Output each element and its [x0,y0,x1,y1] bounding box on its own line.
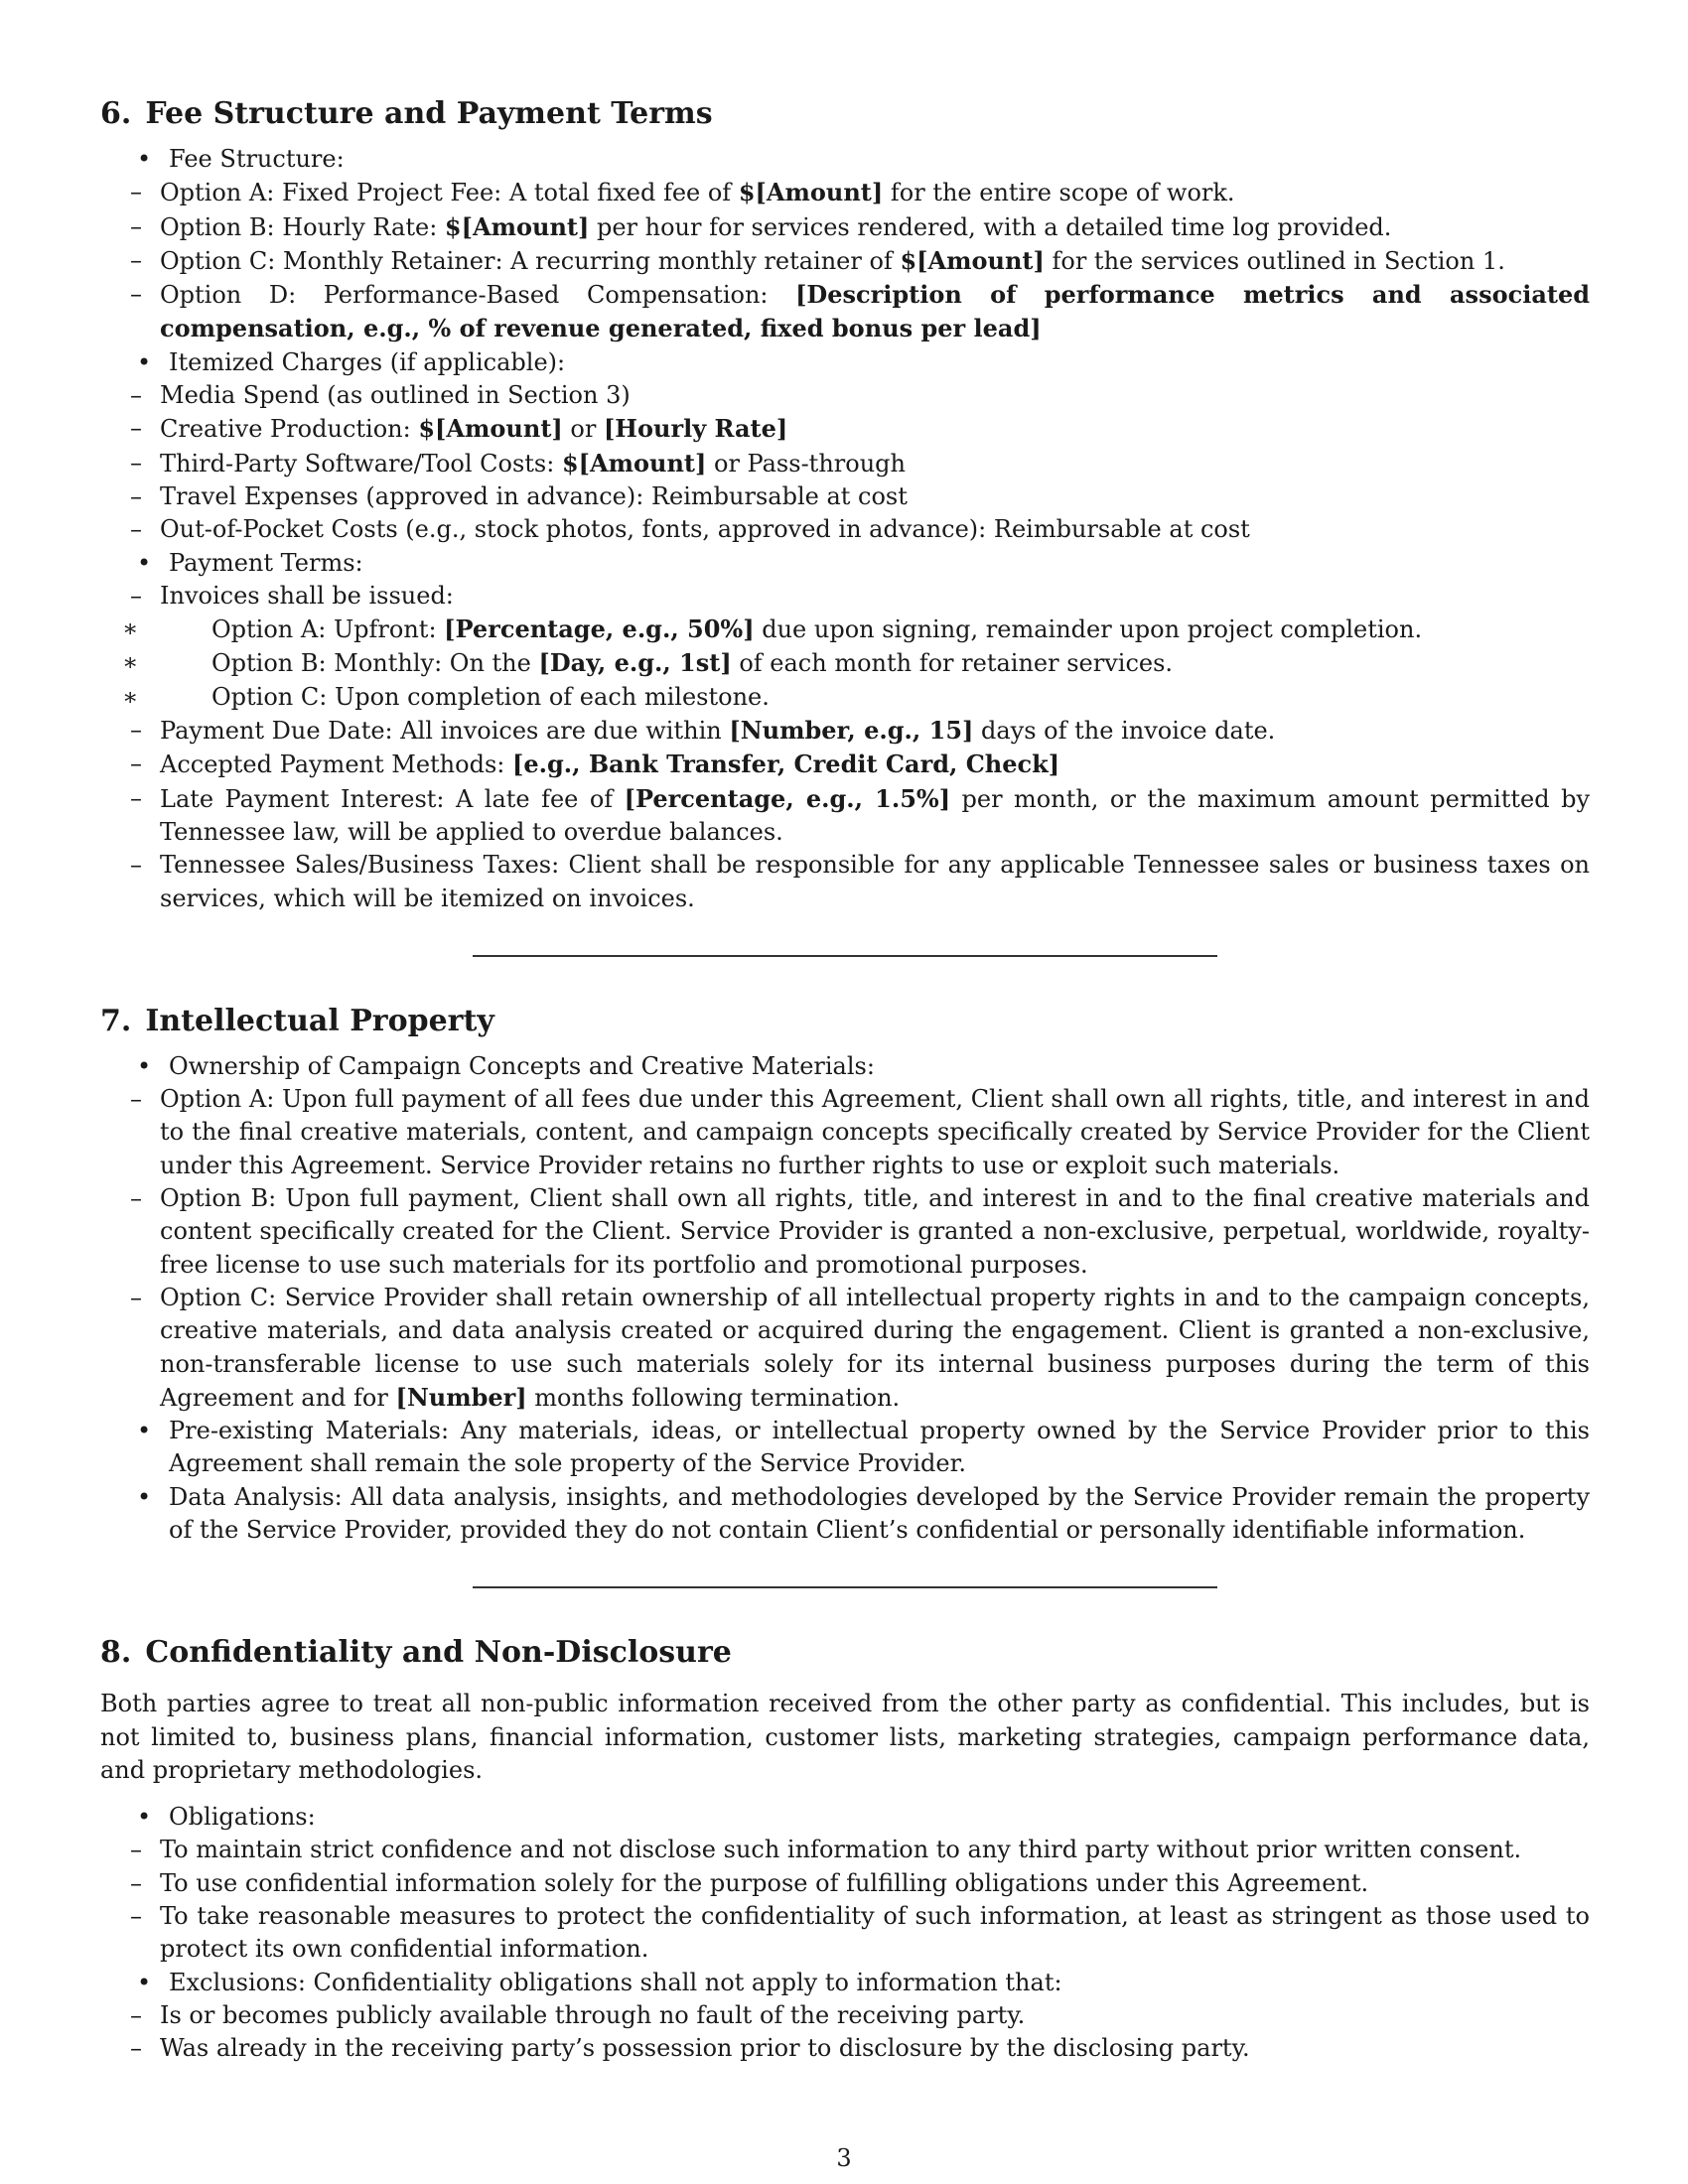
page-number: 3 [836,2144,852,2172]
list-item [100,1801,1590,1966]
list-item [100,210,1590,244]
invoice-options-list [100,613,1590,714]
fee-options-list [100,176,1590,345]
placeholder: [Number, e.g., 15] [729,716,974,746]
list-item [100,412,1590,446]
item-label: Exclusions: Confidentiality obligations shall not apply to information that: [169,1968,1062,1996]
obligations-list [100,1834,1590,1966]
list-item [100,646,1590,680]
list-item [100,513,1590,546]
document-page [100,89,1590,2066]
text: Option A: Upfront: [211,615,445,644]
section-title: Fee Structure and Payment Terms [145,96,713,131]
text: To maintain strict confidence and not disclose such information to any third party without prior written consent. [160,1836,1522,1864]
text: Option D: Performance-Based Compensation: [160,281,796,310]
placeholder: [Day, e.g., 1st] [538,648,732,678]
list-item [100,1900,1590,1967]
placeholder: [Percentage, e.g., 50%] [444,614,755,644]
text: Option C: Upon completion of each milestone. [211,682,770,711]
list-item [100,681,1590,714]
placeholder: $[Amount] [444,211,590,241]
text: Tennessee Sales/Business Taxes: Client shall be responsible for any applicable Tennessee sales or business taxes on services, which will be itemized on invoices. [160,851,1590,912]
list-item [100,580,1590,714]
text: Is or becomes publicly available through no fault of the receiving party. [160,2000,1026,2029]
list-item [100,714,1590,748]
text: for the services outlined in Section 1. [1044,246,1505,275]
list-item [100,143,1590,346]
text: of each month for retainer services. [731,649,1174,678]
text: Pre-existing Materials: Any materials, ideas, or intellectual property owned by the Service Provider prior to this Agreement shall remain the sole property of the Service Provider. [169,1417,1590,1478]
text: Was already in the receiving party’s possession prior to disclosure by the disclosing party. [160,2034,1250,2063]
list-item [100,1083,1590,1182]
list-item [100,346,1590,547]
text: for the entire scope of work. [883,179,1235,207]
item-label: Obligations: [169,1803,316,1832]
text: Invoices shall be issued: [160,581,454,610]
list-item [100,480,1590,513]
text: Option A: Fixed Project Fee: A total fixed fee of [160,179,739,207]
placeholder: [e.g., Bank Transfer, Credit Card, Check] [511,750,1060,779]
section-8-list [100,1801,1590,2065]
text: Accepted Payment Methods: [160,751,512,779]
text: due upon signing, remainder upon project completion. [754,615,1423,644]
section-8-intro: Both parties agree to treat all non-public information received from the other party as confidential. This includes, but is not limited to, business plans, financial information, customer lists, marketing strategies, campaign performance data, and proprietary methodologies. [100,1690,1590,1784]
section-7-list [100,1050,1590,1547]
list-item [100,1967,1590,2066]
text: Option C: Monthly Retainer: A recurring monthly retainer of [160,246,901,275]
item-label: Payment Terms: [169,548,363,577]
item-label: Itemized Charges (if applicable): [169,347,566,376]
text: or Pass-through [706,449,906,478]
section-8-heading [100,1628,1590,1678]
section-divider [473,1586,1217,1588]
section-number: 7. [100,1003,132,1038]
text: or [562,415,604,444]
text: days of the invoice date. [973,717,1276,746]
section-number: 8. [100,1635,132,1671]
itemized-list [100,379,1590,546]
text: Option B: Hourly Rate: [160,212,445,241]
text: To use confidential information solely for the purpose of fulfilling obligations under this Agreement. [160,1868,1369,1897]
section-6-heading [100,89,1590,139]
item-label: Ownership of Campaign Concepts and Creative Materials: [169,1051,875,1080]
list-item [100,1282,1590,1415]
placeholder: $[Amount] [900,245,1045,275]
text: per month, or the maximum amount permitted by Tennessee law, will be applied to overdue balances. [160,784,1590,846]
section-divider [473,955,1217,957]
text: Data Analysis: All data analysis, insights, and methodologies developed by the Service Provider remain the property of the Service Provider, provided they do not contain Client’s confidential or personally identifiable information. [169,1482,1590,1544]
list-item [100,1182,1590,1282]
list-item [100,613,1590,646]
text: Option B: Monthly: On the [211,649,539,678]
text: per hour for services rendered, with a detailed time log provided. [589,212,1392,241]
text: Third-Party Software/Tool Costs: [160,449,562,478]
text: Option A: Upon full payment of all fees due under this Agreement, Client shall own all rights, title, and interest in and to the final creative materials, content, and campaign concepts specifically created by Service Provider for the Client under this Agreement. Service Provider retains no further rights to use or exploit such materials. [160,1085,1590,1179]
list-item [100,1834,1590,1866]
text: Creative Production: [160,415,419,444]
text: Payment Due Date: All invoices are due within [160,717,730,746]
text: Late Payment Interest: A late fee of [160,784,625,813]
payment-terms-list [100,580,1590,915]
text: Media Spend (as outlined in Section 3) [160,381,631,410]
section-number: 6. [100,96,132,131]
list-item [100,849,1590,915]
section-title: Intellectual Property [145,1003,494,1038]
list-item [100,1999,1590,2032]
text: Option C: Service Provider shall retain ownership of all intellectual property rights in and to the campaign concepts, creative materials, and data analysis created or acquired during the engagement. Client is granted a non-exclusive, non-transferable license to use such materials solely for its internal business purposes during the term of this Agreement and for [160,1283,1590,1412]
list-item [100,278,1590,346]
placeholder: [Description of performance metrics and associated compensation, e.g., % of revenue generated, fixed bonus per lead] [160,280,1591,343]
text: Out-of-Pocket Costs (e.g., stock photos, fonts, approved in advance): Reimbursable at cost [160,515,1250,544]
list-item [100,1050,1590,1415]
placeholder: $[Amount] [738,178,884,207]
list-item [100,1867,1590,1900]
text: Option B: Upon full payment, Client shall own all rights, title, and interest in and to the final creative materials and content specifically created for the Client. Service Provider is granted a non-exclusive, perpetual, worldwide, royalty-free license to use such materials for its portfolio and promotional purposes. [160,1184,1590,1279]
list-item [100,1481,1590,1548]
placeholder: [Hourly Rate] [603,414,788,444]
exclusions-list [100,1999,1590,2066]
list-item [100,244,1590,278]
list-item [100,379,1590,412]
placeholder: $[Amount] [418,414,563,444]
list-item [100,547,1590,915]
text: Travel Expenses (approved in advance): Reimbursable at cost [160,481,908,510]
text: months following termination. [526,1383,901,1412]
text: To take reasonable measures to protect the confidentiality of such information, at least as stringent as those used to protect its own confidential information. [160,1902,1590,1964]
list-item [100,748,1590,781]
section-title: Confidentiality and Non-Disclosure [145,1635,732,1671]
ownership-options-list [100,1083,1590,1415]
placeholder: [Number] [395,1382,527,1412]
item-label: Fee Structure: [169,145,345,173]
placeholder: $[Amount] [561,448,707,478]
section-7-heading [100,997,1590,1046]
list-item [100,1415,1590,1481]
list-item [100,782,1590,850]
list-item [100,447,1590,480]
section-6-list [100,143,1590,915]
placeholder: [Percentage, e.g., 1.5%] [624,783,951,813]
list-item [100,2032,1590,2065]
list-item [100,176,1590,209]
